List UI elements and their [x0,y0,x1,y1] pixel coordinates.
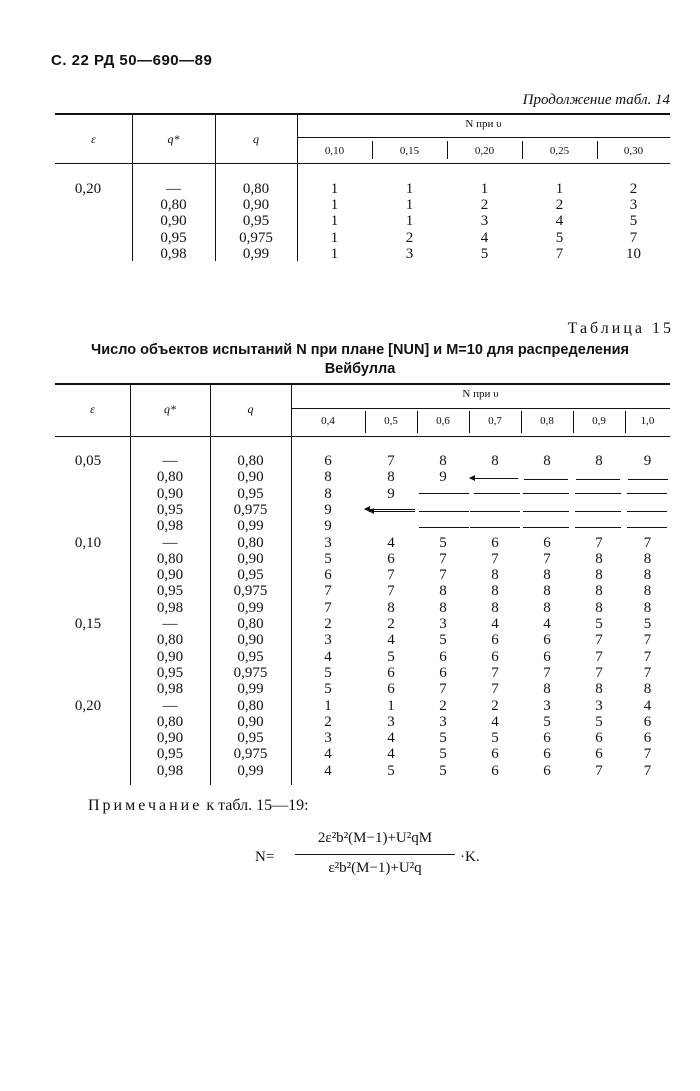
t14-header-qstar: q* [167,132,180,146]
formula-fraction-bar [295,854,455,855]
t15-cell-n: 7 [387,567,395,584]
t15-cell-qstar: — [162,616,178,632]
t15-cell-n: 9 [324,501,332,518]
t15-cell-q: 0,99 [237,518,264,535]
t15-cell-n: 8 [595,583,603,600]
t15-cell-n: 6 [543,648,551,665]
continuation-arrow [576,479,620,480]
t15-cell-n: 8 [643,567,652,584]
t15-cell-n: 8 [643,681,652,698]
t15-cell-n: 7 [595,648,603,665]
t15-cell-n: 8 [387,599,395,616]
t15-cell-n: 4 [387,632,395,649]
continuation-arrow [628,479,668,480]
t15-cell-n: 8 [491,583,499,600]
t14-cell-n: 3 [629,197,638,214]
t14-cell-n: 5 [555,229,564,246]
t14-cell-n: 2 [405,229,414,246]
t14-cell-n: 1 [330,181,339,197]
t15-cell-n: 5 [439,746,447,763]
t15-cell-n: 7 [491,681,499,698]
t14-cell-n: 2 [629,181,638,197]
t14-cell-n: 1 [405,213,414,230]
t15-cell-n: 7 [543,550,551,567]
t15-cell-eps: 0,05 [74,453,102,469]
t15-cell-n: 8 [643,550,652,567]
t15-cell-n: 6 [543,632,551,649]
t15-cell-q: 0,90 [237,550,264,567]
t15-cell-n: 6 [324,567,332,584]
t15-header-eps: ε [90,402,95,416]
t15-header-qstar: q* [164,402,176,416]
t15-cell-n: 4 [491,713,499,730]
continuation-arrow [575,527,621,528]
t15-cell-eps: 0,20 [74,697,102,714]
t15-cell-q: 0,90 [237,469,264,486]
t15-cell-n: 7 [491,550,499,567]
t15-cell-n: 5 [387,648,395,665]
t15-cell-qstar: 0,95 [156,664,184,681]
t15-cell-n: 6 [595,730,603,747]
t15-cell-n: 5 [595,616,603,632]
t14-cell-n: 1 [405,197,414,214]
continuation-arrow [470,511,520,512]
t14-cell-n: 5 [629,213,638,230]
t15-cell-qstar: 0,80 [156,713,184,730]
t15-cell-n: 5 [439,632,447,649]
t15-cell-n: 7 [643,534,652,551]
continuation-arrow [419,511,469,512]
t15-cell-n: 8 [595,453,603,469]
t15-cell-n: 7 [324,583,332,600]
t14-cell-n: 1 [555,181,564,197]
t14-cell-q: 0,95 [242,213,270,230]
t15-cell-qstar: 0,90 [156,485,184,502]
t15-cell-eps: 0,15 [74,616,102,632]
table15-label: Таблица 15 [567,320,674,337]
t15-v-header-3: 0,7 [488,415,502,427]
t15-cell-q: 0,975 [233,746,268,763]
note-text: к табл. 15—19: [202,797,309,814]
t15-cell-n: 5 [439,534,447,551]
t15-cell-qstar: 0,90 [156,648,184,665]
t15-cell-n: 5 [543,713,551,730]
t15-cell-n: 7 [387,583,395,600]
t15-cell-n: 7 [491,664,499,681]
t15-cell-n: 8 [595,567,603,584]
t15-cell-n: 4 [387,534,395,551]
t14-cell-q: 0,90 [242,197,270,214]
t15-cell-n: 8 [491,453,499,469]
t14-cell-n: 3 [405,245,414,262]
t15-cell-n: 7 [595,664,603,681]
t15-cell-q: 0,99 [237,762,264,779]
formula [255,830,515,890]
t15-cell-qstar: 0,95 [156,501,184,518]
t15-cell-n: 5 [387,762,395,779]
t15-header-q: q [247,402,254,416]
continuation-arrow [627,527,667,528]
t15-cell-qstar: 0,80 [156,632,184,649]
t15-cell-n: 7 [439,681,447,698]
t15-cell-n: 8 [643,599,652,616]
t15-cell-qstar: 0,90 [156,567,184,584]
t14-cell-q: 0,975 [239,229,273,246]
continuation-arrow [627,511,667,512]
t15-cell-n: 4 [324,746,332,763]
t15-cell-qstar: 0,98 [156,518,184,535]
t14-cell-qstar: 0,95 [160,229,187,246]
t15-cell-n: 7 [643,762,652,779]
t15-cell-n: 5 [439,762,447,779]
t15-cell-n: 6 [324,453,332,469]
t15-cell-n: 8 [643,583,652,600]
t15-cell-qstar: 0,90 [156,730,184,747]
t15-cell-q: 0,80 [237,453,264,469]
t15-cell-n: 7 [643,648,652,665]
formula-lhs: N= [255,849,275,865]
t15-cell-n: 5 [324,664,332,681]
t14-cell-n: 1 [330,197,339,214]
t14-cell-n: 1 [330,245,339,262]
table14-continuation-label: Продолжение табл. 14 [522,92,670,108]
t15-cell-q: 0,95 [237,485,264,502]
t15-cell-n: 8 [543,567,551,584]
continuation-arrow [523,527,569,528]
t15-v-header-6: 1,0 [640,415,655,427]
t14-cell-n: 4 [480,229,489,246]
t15-cell-n: 5 [324,550,332,567]
t15-cell-q: 0,80 [237,616,264,632]
t15-cell-n: 8 [595,599,603,616]
t15-cell-q: 0,975 [233,583,268,600]
t15-cell-n: 2 [439,697,447,714]
t15-cell-n: 1 [324,697,332,714]
t14-cell-n: 4 [555,213,564,230]
t15-cell-n: 7 [643,664,652,681]
continuation-arrow [575,511,621,512]
continuation-arrow [575,493,621,494]
t15-cell-n: 2 [324,713,332,730]
table15-title-line2: Вейбулла [324,361,396,377]
continuation-arrow [523,493,569,494]
t15-cell-n: 8 [324,485,332,502]
t14-cell-n: 7 [555,245,564,262]
t15-cell-n: 6 [387,664,395,681]
t14-cell-n: 1 [330,213,339,230]
t15-cell-qstar: — [162,697,178,714]
t15-cell-n: 5 [595,713,603,730]
t15-v-header-5: 0,9 [592,415,606,427]
t15-cell-n: 3 [324,730,332,747]
t14-cell-n: 1 [330,229,339,246]
continuation-arrow [419,527,469,528]
t15-cell-n: 6 [543,762,551,779]
t15-cell-n: 6 [491,746,499,763]
t15-cell-n: 9 [324,518,332,535]
t15-cell-n: 7 [439,550,447,567]
t15-cell-n: 6 [387,681,395,698]
t14-v-header-1: 0,15 [399,145,420,157]
t14-cell-n: 5 [480,245,489,262]
t15-cell-q: 0,95 [237,648,264,665]
t14-cell-eps: 0,20 [74,181,102,197]
t15-cell-n: 6 [595,746,603,763]
t15-cell-q: 0,95 [237,567,264,584]
continuation-arrow [524,479,568,480]
t15-cell-n: 6 [491,762,499,779]
continuation-arrow [470,527,520,528]
t14-v-header-0: 0,10 [324,145,345,157]
t15-cell-n: 4 [643,697,652,714]
t15-cell-n: 5 [491,730,499,747]
t14-cell-q: 0,99 [242,245,270,262]
t15-cell-n: 8 [491,567,499,584]
t15-cell-q: 0,90 [237,632,264,649]
t15-cell-q: 0,99 [237,681,264,698]
t15-cell-n: 8 [387,469,395,486]
t15-cell-n: 9 [439,469,447,486]
t15-cell-n: 6 [439,648,447,665]
t15-cell-q: 0,90 [237,713,264,730]
t15-cell-n: 6 [543,534,551,551]
t15-cell-n: 8 [324,469,332,486]
t15-cell-n: 8 [439,583,447,600]
note-label: Примечание [88,797,203,814]
continuation-arrow [627,493,667,494]
t15-cell-qstar: 0,95 [156,746,184,763]
t14-header-n: N при υ [465,118,502,130]
t15-cell-n: 3 [595,697,603,714]
t15-cell-n: 3 [387,713,395,730]
t15-cell-n: 9 [643,453,652,469]
t15-cell-n: 8 [543,599,551,616]
t14-cell-n: 10 [626,245,641,262]
t15-cell-n: 7 [387,453,395,469]
page-header: С. 22 РД 50—690—89 [51,52,213,69]
t15-cell-n: 4 [324,762,332,779]
t14-cell-q: 0,80 [242,181,270,197]
t15-cell-n: 7 [595,632,603,649]
t15-cell-n: 3 [324,632,332,649]
t15-cell-n: 5 [324,681,332,698]
t15-cell-n: 8 [543,583,551,600]
t15-cell-eps: 0,10 [74,534,102,551]
t15-cell-n: 1 [387,697,395,714]
t15-cell-n: 6 [491,632,499,649]
t15-cell-n: 6 [439,664,447,681]
t14-cell-n: 2 [555,197,564,214]
t15-cell-n: 2 [491,697,499,714]
t15-cell-n: 2 [324,616,332,632]
t15-cell-q: 0,80 [237,534,264,551]
t14-header-q: q [253,132,259,146]
t15-cell-qstar: 0,95 [156,583,184,600]
t14-cell-qstar: 0,90 [160,213,187,230]
t14-header-eps: ε [91,132,96,146]
t14-cell-n: 2 [480,197,489,214]
continuation-arrow [470,478,518,479]
t15-cell-n: 8 [491,599,499,616]
t14-cell-n: 1 [480,181,489,197]
t15-cell-n: 7 [543,664,551,681]
t15-cell-n: 3 [543,697,551,714]
t15-cell-n: 6 [491,648,499,665]
t14-v-header-3: 0,25 [549,145,570,157]
continuation-arrow [369,511,415,512]
t15-cell-n: 4 [387,730,395,747]
t15-cell-n: 3 [439,713,447,730]
t15-cell-n: 7 [643,632,652,649]
continuation-arrow [419,493,469,494]
t15-cell-n: 5 [643,616,652,632]
t15-cell-q: 0,975 [233,501,268,518]
t15-cell-q: 0,80 [237,697,264,714]
t15-v-header-0: 0,4 [321,415,335,427]
t15-cell-n: 6 [643,730,652,747]
continuation-arrow [523,511,569,512]
t15-cell-qstar: 0,80 [156,469,184,486]
t15-cell-n: 7 [595,762,603,779]
t14-cell-qstar: 0,98 [160,245,187,262]
t15-cell-n: 7 [643,746,652,763]
note [88,797,309,815]
t15-cell-n: 8 [439,599,447,616]
formula-denominator: ε²b²(M−1)+U²q [328,860,422,876]
t15-cell-n: 4 [324,648,332,665]
t15-cell-n: 6 [543,730,551,747]
t15-cell-n: 9 [387,485,395,502]
t15-cell-n: 5 [439,730,447,747]
t15-cell-n: 6 [543,746,551,763]
t14-v-header-4: 0,30 [623,145,644,157]
t15-cell-qstar: — [162,534,178,551]
t15-cell-q: 0,95 [237,730,264,747]
t15-cell-q: 0,99 [237,599,264,616]
t15-cell-n: 6 [387,550,395,567]
t15-cell-qstar: 0,98 [156,681,184,698]
t15-cell-n: 6 [643,713,652,730]
t15-v-header-1: 0,5 [384,415,398,427]
t15-v-header-4: 0,8 [540,415,554,427]
t15-cell-n: 8 [543,453,551,469]
continuation-arrow [474,493,520,494]
t15-cell-n: 8 [543,681,551,698]
t15-cell-n: 6 [491,534,499,551]
t15-cell-qstar: 0,98 [156,599,184,616]
t14-cell-n: 1 [405,181,414,197]
t15-cell-qstar: 0,98 [156,762,184,779]
t15-cell-n: 7 [439,567,447,584]
t14-cell-n: 7 [629,229,638,246]
t14-cell-qstar: — [166,181,181,197]
table15-title-line1: Число объектов испытаний N при плане [NUN] и M=10 для распределения [91,342,629,358]
t15-cell-n: 7 [595,534,603,551]
t15-cell-n: 7 [324,599,332,616]
t15-cell-n: 8 [439,453,447,469]
formula-numerator: 2ε²b²(M−1)+U²qM [317,830,433,846]
t14-cell-qstar: 0,80 [160,197,187,214]
t15-cell-qstar: — [162,453,178,469]
formula-rhs: ·K. [460,849,480,865]
t15-v-header-2: 0,6 [436,415,450,427]
t15-cell-n: 4 [543,616,551,632]
t15-cell-qstar: 0,80 [156,550,184,567]
t15-cell-n: 4 [387,746,395,763]
t15-cell-n: 3 [439,616,447,632]
t15-cell-n: 3 [324,534,332,551]
t15-cell-q: 0,975 [233,664,268,681]
t15-cell-n: 2 [387,616,395,632]
t14-v-header-2: 0,20 [474,145,495,157]
t15-cell-n: 8 [595,681,603,698]
t14-cell-n: 3 [480,213,489,230]
t15-cell-n: 4 [491,616,499,632]
t15-cell-n: 8 [595,550,603,567]
t15-header-n: N при υ [462,388,499,400]
